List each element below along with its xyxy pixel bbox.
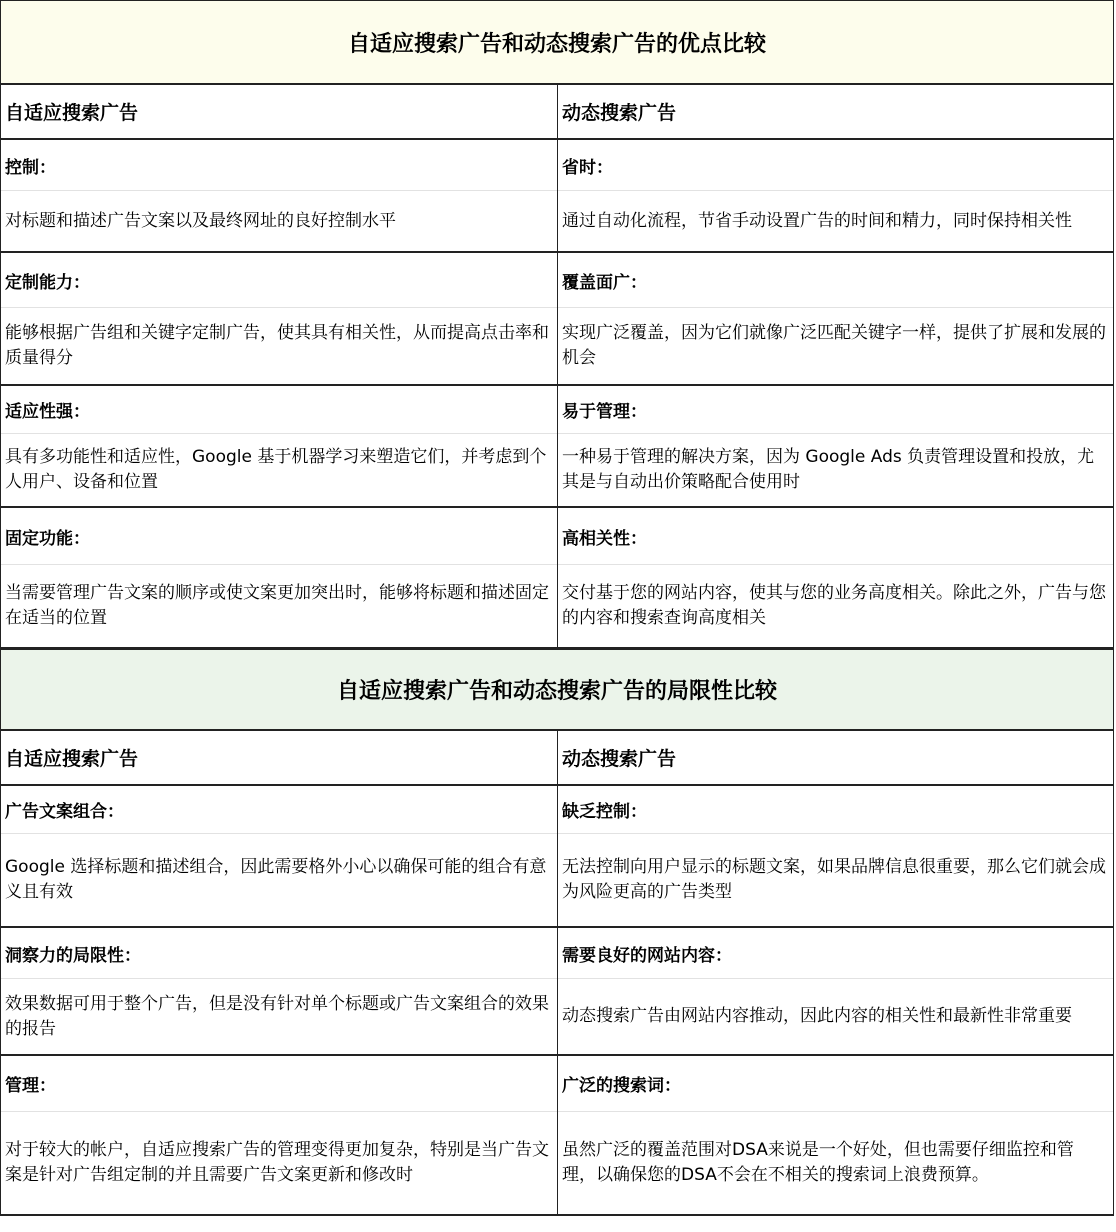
right-item-title: 覆盖面广： (558, 253, 1113, 308)
left-cell (0, 786, 557, 926)
right-cell (557, 253, 1114, 384)
right-cell (557, 928, 1114, 1054)
advantages-row (0, 253, 1114, 386)
right-item-text: 虽然广泛的覆盖范围对DSA来说是一个好处，但也需要仔细监控和管理，以确保您的DSA不会在不相关的搜索词上浪费预算。 (562, 1140, 1074, 1185)
left-cell (0, 508, 557, 647)
right-item-text: 通过自动化流程，节省手动设置广告的时间和精力，同时保持相关性 (562, 210, 1072, 231)
right-item-title: 易于管理： (558, 386, 1113, 434)
left-item-text: 效果数据可用于整个广告，但是没有针对单个标题或广告文案组合的效果的报告 (5, 993, 549, 1039)
limitations-right-header: 动态搜索广告 (557, 731, 1114, 784)
right-item-title: 需要良好的网站内容： (558, 928, 1113, 979)
right-item-title: 省时： (558, 140, 1113, 191)
right-item-text: 交付基于您的网站内容，使其与您的业务高度相关。除此之外，广告与您的内容和搜索查询高度相关 (562, 583, 1106, 628)
right-item-text: 无法控制向用户显示的标题文案，如果品牌信息很重要，那么它们就会成为风险更高的广告类型 (562, 857, 1106, 902)
limitations-row (0, 928, 1114, 1056)
limitations-title: 自适应搜索广告和动态搜索广告的局限性比较 (0, 649, 1114, 731)
left-item-text: 能够根据广告组和关键字定制广告，使其具有相关性，从而提高点击率和质量得分 (5, 323, 549, 368)
left-item-text: Google 选择标题和描述组合，因此需要格外小心以确保可能的组合有意义且有效 (5, 857, 547, 902)
left-item-text: 具有多功能性和适应性，Google 基于机器学习来塑造它们，并考虑到个人用户、设备和位置 (5, 447, 547, 492)
left-cell (0, 928, 557, 1054)
left-cell (0, 386, 557, 506)
right-item-text: 一种易于管理的解决方案，因为 Google Ads 负责管理设置和投放，尤其是与自动出价策略配合使用时 (562, 447, 1095, 492)
right-item-text: 实现广泛覆盖，因为它们就像广泛匹配关键字一样，提供了扩展和发展的机会 (562, 323, 1106, 368)
left-cell (0, 1056, 557, 1214)
advantages-row (0, 508, 1114, 649)
right-cell (557, 786, 1114, 926)
left-item-title: 定制能力： (1, 253, 557, 308)
limitations-row (0, 1056, 1114, 1216)
limitations-header-row (0, 731, 1114, 786)
left-cell (0, 253, 557, 384)
right-cell (557, 386, 1114, 506)
left-item-title: 适应性强： (1, 386, 557, 434)
right-item-title: 广泛的搜索词： (558, 1056, 1113, 1112)
left-item-title: 控制： (1, 140, 557, 191)
right-cell (557, 140, 1114, 251)
left-item-title: 固定功能： (1, 508, 557, 565)
advantages-header-row (0, 85, 1114, 140)
advantages-title: 自适应搜索广告和动态搜索广告的优点比较 (0, 0, 1114, 85)
left-item-text: 对于较大的帐户，自适应搜索广告的管理变得更加复杂，特别是当广告文案是针对广告组定制的并且需要广告文案更新和修改时 (5, 1140, 549, 1185)
limitations-row (0, 786, 1114, 928)
advantages-row (0, 140, 1114, 253)
left-item-title: 管理： (1, 1056, 557, 1112)
left-cell (0, 140, 557, 251)
left-item-title: 洞察力的局限性： (1, 928, 557, 979)
right-cell (557, 1056, 1114, 1214)
right-item-title: 缺乏控制： (558, 786, 1113, 834)
advantages-left-header: 自适应搜索广告 (0, 85, 557, 138)
advantages-right-header: 动态搜索广告 (557, 85, 1114, 138)
right-item-title: 高相关性： (558, 508, 1113, 565)
right-item-text: 动态搜索广告由网站内容推动，因此内容的相关性和最新性非常重要 (562, 1006, 1072, 1026)
left-item-title: 广告文案组合： (1, 786, 557, 834)
advantages-row (0, 386, 1114, 508)
left-item-text: 对标题和描述广告文案以及最终网址的良好控制水平 (5, 210, 396, 231)
left-item-text: 当需要管理广告文案的顺序或使文案更加突出时，能够将标题和描述固定在适当的位置 (5, 583, 549, 628)
right-cell (557, 508, 1114, 647)
limitations-left-header: 自适应搜索广告 (0, 731, 557, 784)
